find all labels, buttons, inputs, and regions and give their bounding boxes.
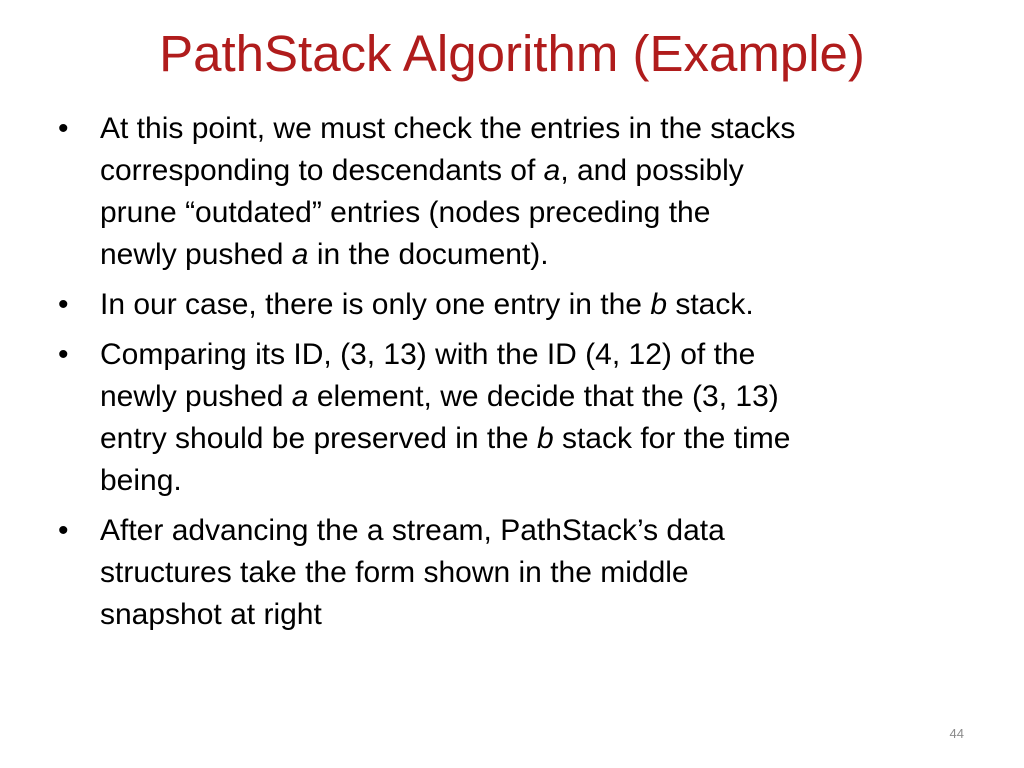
- text-segment: prune “outdated” entries (nodes preceding the: [100, 196, 711, 229]
- text-segment: corresponding to descendants of: [100, 154, 544, 187]
- bullet-line: [100, 108, 958, 150]
- text-segment: Comparing its ID, (3, 13) with the ID (4, 12) of the: [100, 338, 756, 371]
- bullet-dot: •: [58, 338, 69, 371]
- bullet-line: [100, 234, 958, 276]
- page-number: 44: [949, 726, 964, 741]
- bullet-line: [100, 552, 958, 594]
- bullet-line: [100, 376, 958, 418]
- bullet-line: [100, 284, 958, 326]
- bullet-item: [58, 510, 958, 636]
- text-segment: stack.: [667, 288, 754, 321]
- bullet-dot: •: [58, 112, 69, 145]
- text-segment: newly pushed: [100, 380, 292, 413]
- text-segment: snapshot at right: [100, 598, 322, 631]
- italic-term: b: [536, 422, 554, 455]
- bullet-dot: •: [58, 514, 69, 547]
- text-segment: being.: [100, 464, 182, 497]
- text-segment: After advancing the a stream, PathStack’s data: [100, 514, 725, 547]
- bullet-item: [58, 108, 958, 276]
- text-segment: entry should be preserved in the: [100, 422, 537, 455]
- text-segment: In our case, there is only one entry in the: [100, 288, 651, 321]
- text-segment: stack for the time: [553, 422, 791, 455]
- bullet-line: [100, 334, 958, 376]
- bullet-line: [100, 510, 958, 552]
- italic-term: a: [543, 154, 561, 187]
- italic-term: a: [291, 238, 309, 271]
- text-segment: newly pushed: [100, 238, 292, 271]
- italic-term: a: [291, 380, 309, 413]
- bullet-item: [58, 334, 958, 502]
- bullet-line: [100, 150, 958, 192]
- bullet-line: [100, 460, 958, 502]
- bullet-item: [58, 284, 958, 326]
- bullet-line: [100, 192, 958, 234]
- italic-term: b: [650, 288, 667, 321]
- text-segment: in the document).: [308, 238, 549, 271]
- bullet-line: [100, 418, 958, 460]
- text-segment: , and possibly: [560, 154, 744, 187]
- slide-title: PathStack Algorithm (Example): [159, 25, 865, 82]
- text-segment: element, we decide that the (3, 13): [308, 380, 779, 413]
- text-segment: structures take the form shown in the middle: [100, 556, 689, 589]
- text-segment: At this point, we must check the entries in the stacks: [100, 112, 796, 145]
- bullet-list: [58, 108, 958, 644]
- bullet-dot: •: [58, 288, 69, 321]
- bullet-line: [100, 594, 958, 636]
